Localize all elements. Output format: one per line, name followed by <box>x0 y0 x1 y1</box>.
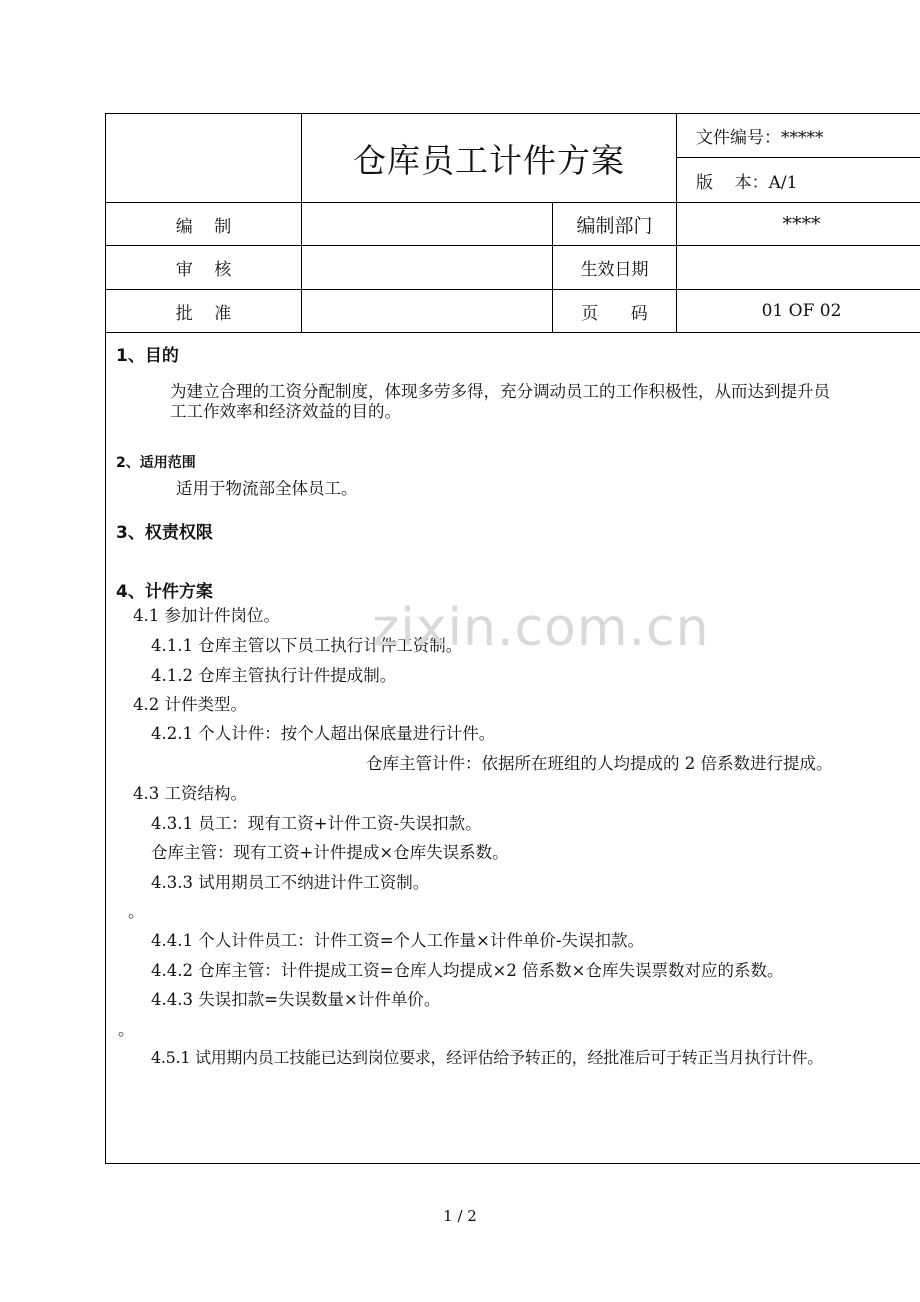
section-heading: 2、适用范围 <box>116 455 196 471</box>
label-reviewed-by: 审 核 <box>175 260 232 280</box>
list-item: 。 <box>118 1020 135 1039</box>
value-effective-date <box>677 246 920 289</box>
list-item: 4.3.1 员工：现有工资+计件工资-失误扣款。 <box>151 814 482 833</box>
list-item: 4.2 计件类型。 <box>133 695 247 714</box>
label-department: 编制部门 <box>576 214 653 237</box>
list-item: 4.4.3 失误扣款=失误数量×计件单价。 <box>151 990 441 1009</box>
list-item: 4.2.1 个人计件：按个人超出保底量进行计件。 <box>151 724 496 743</box>
label-effective-date: 生效日期 <box>580 260 649 280</box>
list-item: 仓库主管：现有工资+计件提成×仓库失误系数。 <box>151 843 509 862</box>
value-page: 01 OF 02 <box>761 301 842 321</box>
list-item: 4.4.1 个人计件员工：计件工资=个人工作量×计件单价-失误扣款。 <box>151 931 644 950</box>
label-approved-by: 批 准 <box>175 303 232 324</box>
label-compiled-by: 编 制 <box>175 216 232 237</box>
page-number: 1 / 2 <box>443 1207 477 1225</box>
list-item: 4.4.2 仓库主管：计件提成工资=仓库人均提成×2 倍系数×仓库失误票数对应的系数。 <box>151 961 784 980</box>
list-item: 4.5.1 试用期内员工技能已达到岗位要求，经评估给予转正的，经批准后可于转正当月执行计件。 <box>151 1048 823 1067</box>
list-item: 4.1 参加计件岗位。 <box>133 606 280 625</box>
value-approved-by <box>302 290 552 332</box>
list-item: 4.1.1 仓库主管以下员工执行计件工资制。 <box>151 636 463 655</box>
value-department: **** <box>782 213 821 235</box>
label-page: 页 码 <box>581 303 648 324</box>
grid-line <box>106 332 920 333</box>
section-heading: 3、权责权限 <box>116 523 213 543</box>
list-item: 仓库主管计件：依据所在班组的人均提成的 2 倍系数进行提成。 <box>366 754 833 773</box>
paragraph: 工工作效率和经济效益的目的。 <box>170 402 401 421</box>
watermark: zixin.com.cn <box>372 598 710 658</box>
value-compiled-by <box>302 203 552 245</box>
list-item: 4.3.3 试用期员工不纳进计件工资制。 <box>151 873 430 892</box>
paragraph: 为建立合理的工资分配制度，体现多劳多得，充分调动员工的工作积极性，从而达到提升员 <box>170 382 830 401</box>
list-item: 4.1.2 仓库主管执行计件提成制。 <box>151 666 397 685</box>
section-heading: 4、计件方案 <box>116 582 213 602</box>
doc-number: 文件编号：***** <box>696 128 824 148</box>
document-title: 仓库员工计件方案 <box>353 140 625 180</box>
list-item: 。 <box>128 902 145 921</box>
value-reviewed-by <box>302 246 552 289</box>
section-heading: 1、目的 <box>116 346 179 366</box>
paragraph: 适用于物流部全体员工。 <box>176 479 358 498</box>
version: 版 本：A/1 <box>696 172 798 193</box>
list-item: 4.3 工资结构。 <box>133 784 247 803</box>
